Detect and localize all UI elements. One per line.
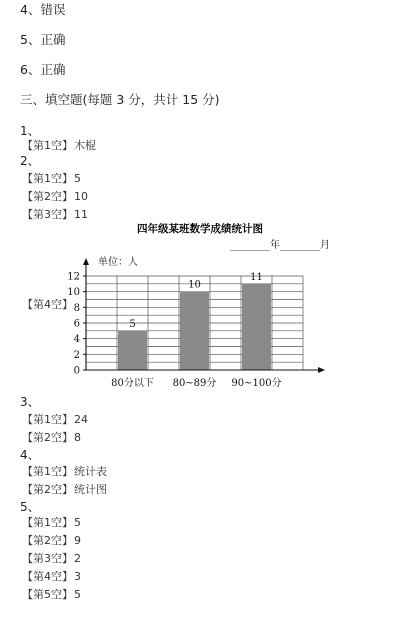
blank-value: 5 [74,516,81,529]
blank-value: 11 [74,208,88,221]
problem-2-blank-4: 【第4空】 [22,298,73,311]
problem-2-label: 2、 [20,154,40,168]
y-tick-label: 2 [73,349,80,361]
problem-5-blank-4 [22,568,81,584]
blank-tag: 【第2空】 [22,534,73,547]
blank-tag: 【第2空】 [22,431,73,444]
blank-value: 统计表 [74,465,107,478]
problem-5-label: 5、 [20,500,40,514]
x-tick-label: 90~100分 [231,378,282,389]
bar [242,284,271,370]
blank-tag: 【第1空】 [22,465,73,478]
problem-1-label: 1、 [20,124,40,138]
blank-value: 8 [74,431,81,444]
blank-value: 10 [74,190,88,203]
problem-5-blank-2 [22,532,81,548]
blank-tag: 【第5空】 [22,588,73,601]
bar-chart [0,218,410,398]
blank-value: 9 [74,534,81,547]
blank-value: 统计图 [74,483,107,496]
chart-y-unit-label: 单位：人 [98,257,138,268]
answer-q5: 5、正确 [20,32,66,47]
blank-tag: 【第4空】 [22,570,73,583]
bar-value-label: 11 [250,271,263,283]
y-tick-label: 4 [73,334,80,346]
section-heading: 三、填空题(每题 3 分，共计 15 分) [20,92,220,107]
problem-5-blank-1 [22,514,81,530]
chart-bars [118,284,271,370]
blank-value: 24 [74,413,88,426]
blank-tag: 【第3空】 [22,208,73,221]
blank-tag: 【第3空】 [22,552,73,565]
x-tick-label: 80~89分 [172,378,217,389]
x-axis-arrow [318,367,325,373]
blank-tag: 【第1空】 [22,413,73,426]
problem-2-blank-1 [22,170,81,186]
blank-value: 3 [74,570,81,583]
problem-5-blank-5 [22,586,81,602]
y-tick-label: 0 [73,365,80,377]
y-axis-arrow [83,258,89,265]
x-tick-label: 80分以下 [111,378,154,389]
bar-value-label: 10 [188,279,201,291]
problem-3-blank-2 [22,429,81,445]
problem-2-blank-2 [22,188,88,204]
bar [118,331,147,370]
y-tick-label: 12 [67,271,80,283]
chart-date-line: ________年________月 [230,240,330,251]
problem-1-blank-1 [22,137,96,153]
problem-3-label: 3、 [20,395,40,409]
blank-tag: 【第1空】 [22,516,73,529]
bar [180,292,209,370]
y-tick-label: 8 [73,302,80,314]
bar-value-label: 5 [129,318,136,330]
blank-value: 5 [74,172,81,185]
y-tick-label: 10 [67,287,80,299]
blank-tag: 【第1空】 [22,139,73,152]
chart-title: 四年级某班数学成绩统计图 [137,223,263,235]
answer-q4: 4、错误 [20,2,66,17]
blank-value: 5 [74,588,81,601]
blank-tag: 【第1空】 [22,172,73,185]
blank-value: 2 [74,552,81,565]
answer-q6: 6、正确 [20,62,66,77]
problem-5-blank-3 [22,550,81,566]
blank-tag: 【第2空】 [22,190,73,203]
problem-3-blank-1 [22,411,88,427]
blank-tag: 【第2空】 [22,483,73,496]
blank-value: 木棍 [74,139,96,152]
problem-4-blank-1 [22,463,107,479]
problem-4-blank-2 [22,481,107,497]
y-tick-label: 6 [73,318,80,330]
problem-4-label: 4、 [20,448,40,462]
